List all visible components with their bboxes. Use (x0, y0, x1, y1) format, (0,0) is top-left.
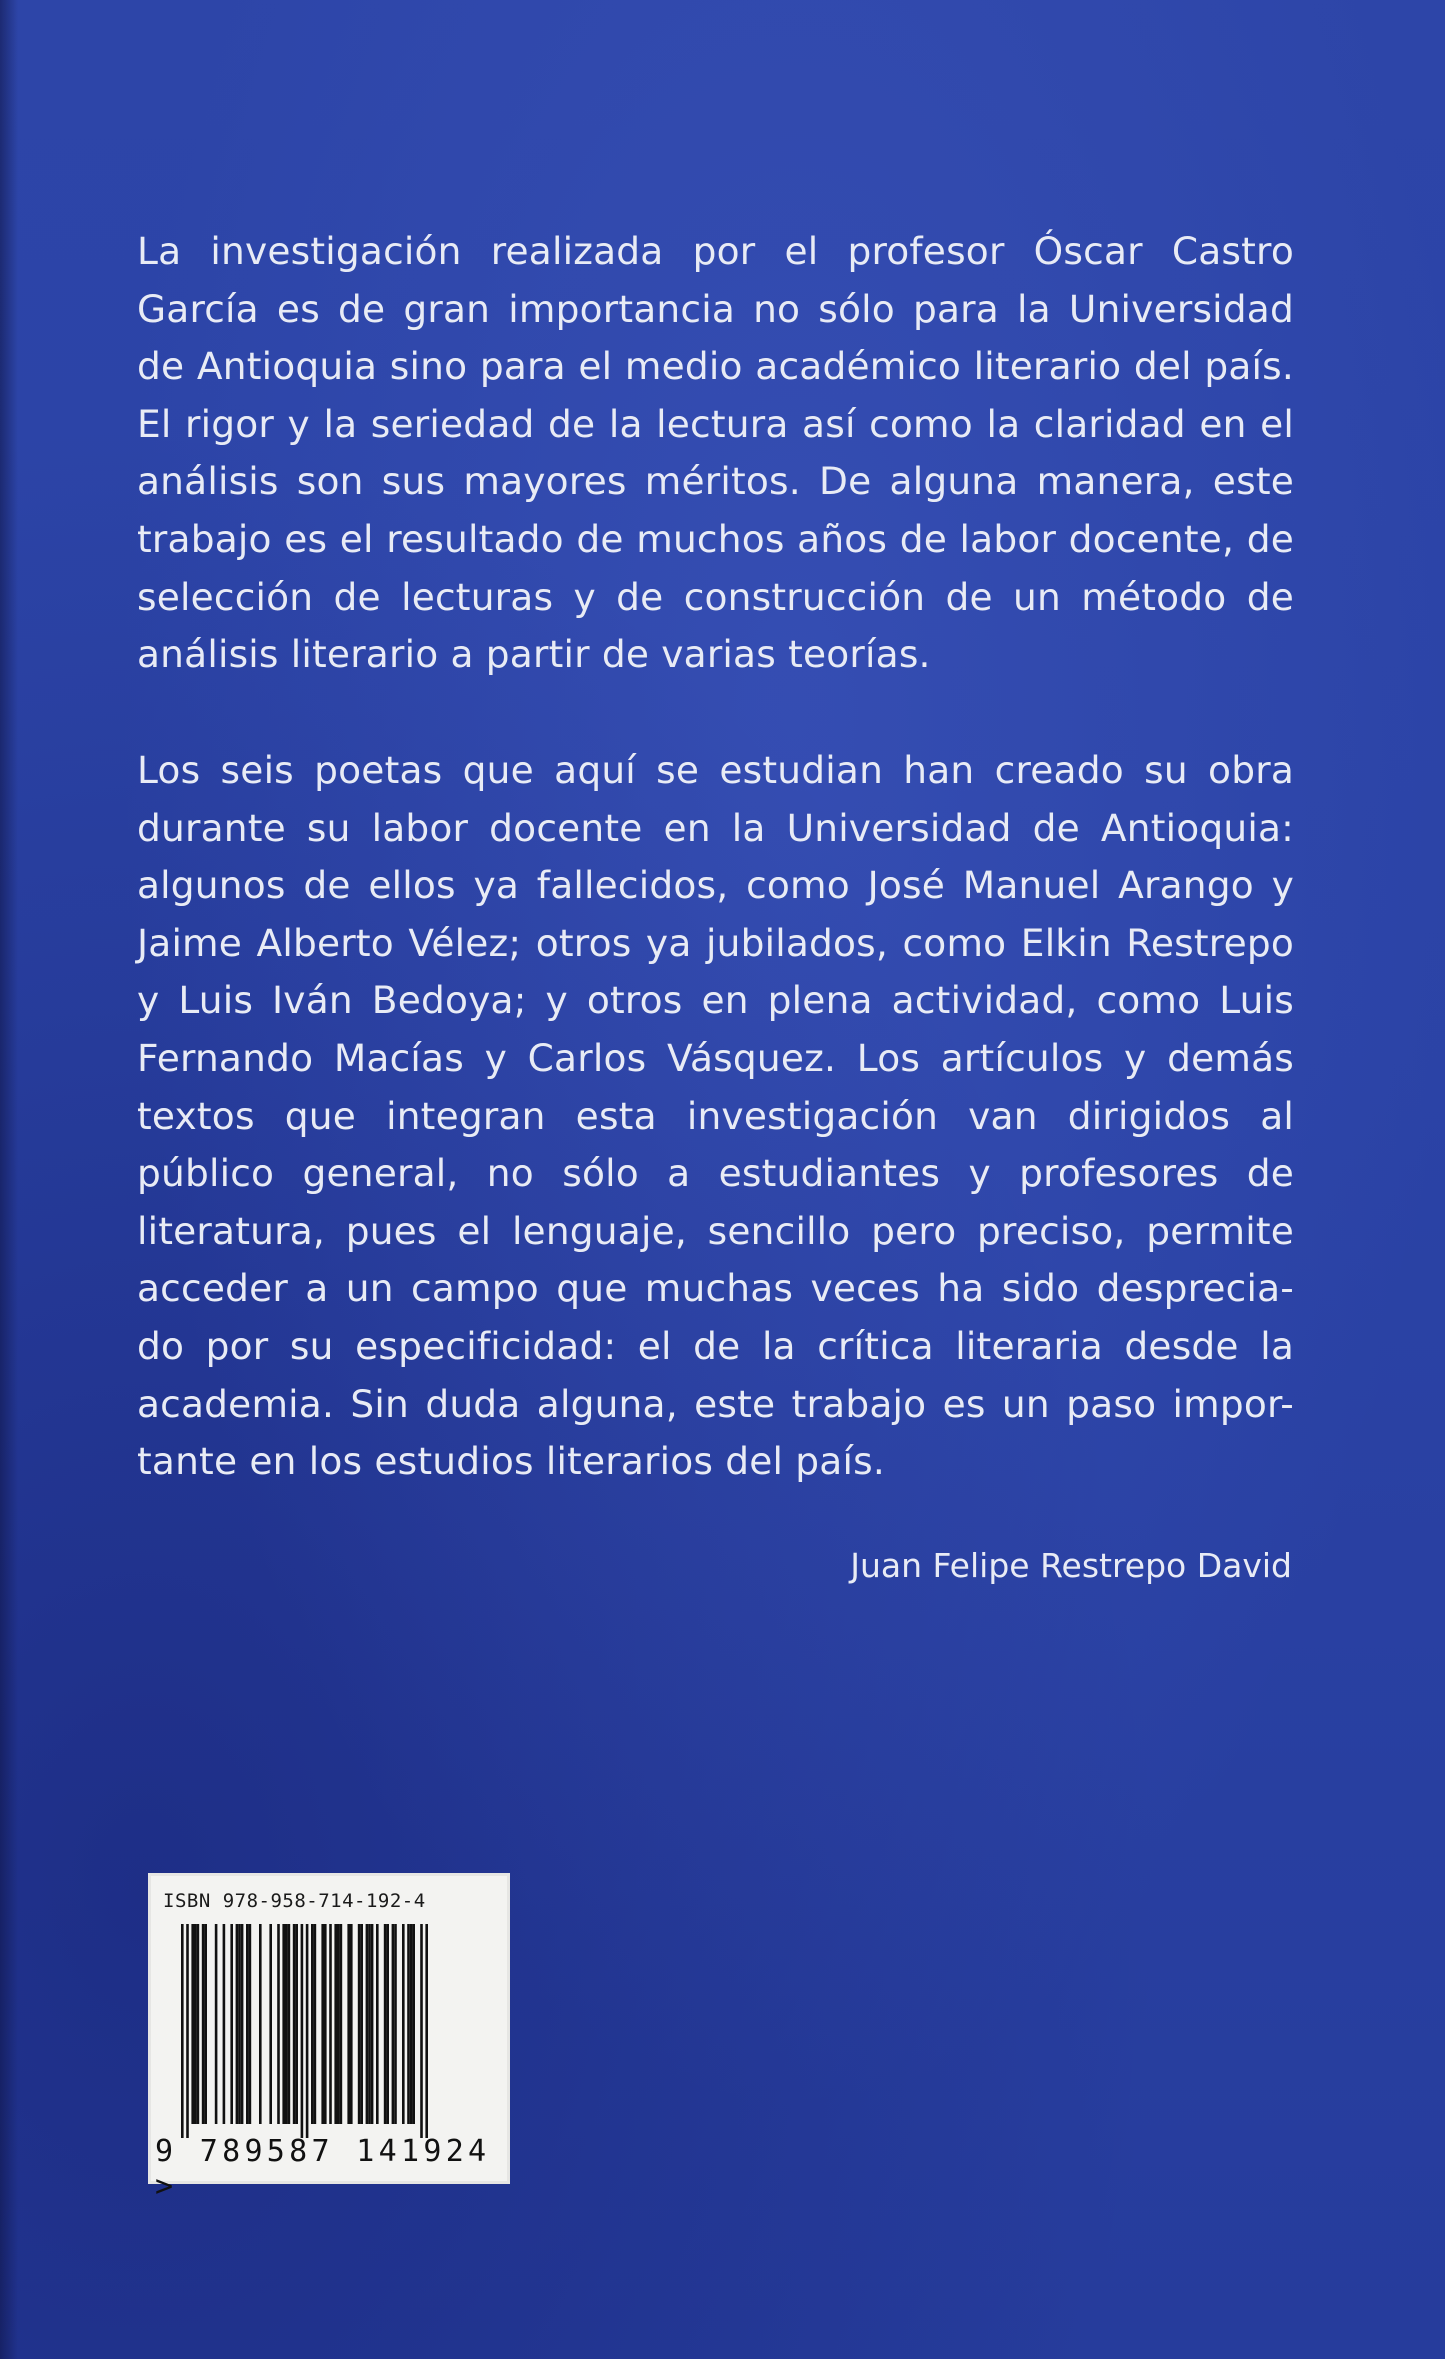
barcode-bar (392, 1924, 395, 2124)
barcode-bar (277, 1924, 280, 2124)
barcode-bar (324, 1924, 327, 2124)
barcode-bar (288, 1924, 291, 2124)
barcode-bar (368, 1924, 371, 2124)
barcode-bar (425, 1924, 428, 2138)
barcode-bar (334, 1924, 337, 2124)
barcode-bar (285, 1924, 288, 2124)
blurb-paragraph-2: Los seis poetas que aquí se estudian han creado su obra durante su labor docente en la Universidad de Antioquia: algunos de ellos ya fallecidos, como José Manuel Arango y Jaime Alberto Vélez; otros ya jubilados, como Elkin Restrepo y Luis Iván Bedoya; y otros en plena actividad, como Luis Fernando Macías y Carlos Vásquez. Los artículos y demás textos que integran esta investigación van dirigidos al público general, no sólo a estudiantes y profesores de literatura, pues el lenguaje, sencillo pero preciso, permite acceder a un campo que muchas veces ha sido desprecia-do por su especificidad: el de la crítica literaria desde la academia. Sin duda alguna, este trabajo es un paso impor-tante en los estudios literarios del país. (137, 748, 1294, 1484)
barcode-bar (366, 1924, 369, 2124)
barcode-bar (204, 1924, 207, 2124)
barcode-bar (202, 1924, 205, 2124)
blurb-paragraph-1: La investigación realizada por el profesor Óscar Castro García es de gran importancia no sólo para la Universidad de Antioquia sino para el medio académico literario del país. El rigor y la seriedad de la lectura así como la claridad en el análisis son sus mayores méritos. De alguna manera, este trabajo es el resultado de muchos años de labor docente, de selección de lecturas y de construcción de un método de análisis literario a partir de varias teorías. (137, 229, 1294, 677)
barcode-bar (191, 1924, 194, 2124)
barcode-bar (246, 1924, 249, 2124)
barcode-bar (301, 1924, 304, 2138)
blurb-author: Juan Felipe Restrepo David (850, 1546, 1292, 1585)
barcode-bar (311, 1924, 314, 2124)
barcode-bar (350, 1924, 353, 2124)
isbn-label: ISBN 978-958-714-192-4 (163, 1890, 426, 1912)
barcode-bar (358, 1924, 361, 2124)
barcode-bar (376, 1924, 379, 2124)
isbn-barcode (148, 1873, 510, 2204)
barcode-bar (238, 1924, 241, 2124)
barcode-bar (402, 1924, 405, 2124)
barcode-bar (386, 1924, 389, 2124)
barcode-bar (295, 1924, 298, 2124)
barcode-bar (259, 1924, 262, 2124)
barcode-bar (410, 1924, 413, 2124)
barcode-bar (420, 1924, 423, 2138)
cover-spine-shadow (0, 0, 18, 2359)
barcode-bar (337, 1924, 340, 2124)
barcode-bar (394, 1924, 397, 2124)
barcode-bar (412, 1924, 415, 2124)
barcode-bar (215, 1924, 218, 2124)
barcode-bar (282, 1924, 285, 2124)
barcode-bar (194, 1924, 197, 2124)
barcode-bar (371, 1924, 374, 2124)
barcode-bar (329, 1924, 332, 2124)
barcode-bar (347, 1924, 350, 2124)
barcode-bar (236, 1924, 239, 2124)
ean-number: 9 789587 141924 > (155, 2134, 491, 2204)
barcode-bar (321, 1924, 324, 2124)
barcode-bar (197, 1924, 200, 2124)
barcode-bar (340, 1924, 343, 2124)
barcode-bar (360, 1924, 363, 2124)
barcode-bar (384, 1924, 387, 2124)
barcode-bar (269, 1924, 272, 2124)
barcode-bar (249, 1924, 252, 2124)
barcode-bar (306, 1924, 309, 2138)
barcode-bar (223, 1924, 226, 2124)
barcode-bar (407, 1924, 410, 2124)
barcode-bar (186, 1924, 189, 2138)
barcode-bar (181, 1924, 184, 2138)
barcode-bar (230, 1924, 233, 2124)
barcode-bar (293, 1924, 296, 2124)
barcode-bar (314, 1924, 317, 2124)
barcode-bar (241, 1924, 244, 2124)
